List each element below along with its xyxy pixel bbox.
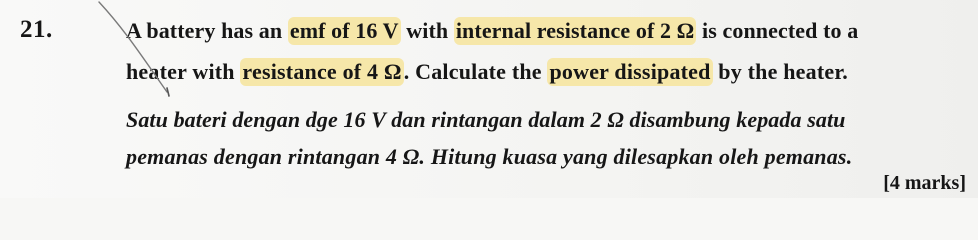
text-segment: by the heater. <box>712 59 848 84</box>
question-number: 21. <box>20 16 53 43</box>
highlight-power-dissipated: power dissipated <box>549 59 711 84</box>
english-text-line-1 <box>126 16 858 46</box>
text-segment: . Calculate the <box>403 59 548 84</box>
text-segment: heater with <box>126 59 241 84</box>
highlight-heater-resistance: resistance of 4 Ω <box>242 59 402 84</box>
english-text-line-2 <box>126 57 848 87</box>
text-segment: with <box>400 18 454 43</box>
malay-text-line-2: pemanas dengan rintangan 4 Ω. Hitung kuasa yang dilesapkan oleh pemanas. <box>126 144 853 169</box>
text-segment: is connected to a <box>696 18 859 43</box>
highlight-internal-resistance: internal resistance of 2 Ω <box>455 18 695 43</box>
marks-label: [4 marks] <box>883 172 966 194</box>
malay-text-line-1: Satu bateri dengan dge 16 V dan rintangan dalam 2 Ω disambung kepada satu <box>126 107 846 132</box>
highlight-emf: emf of 16 V <box>289 18 399 43</box>
text-segment: A battery has an <box>126 18 288 43</box>
